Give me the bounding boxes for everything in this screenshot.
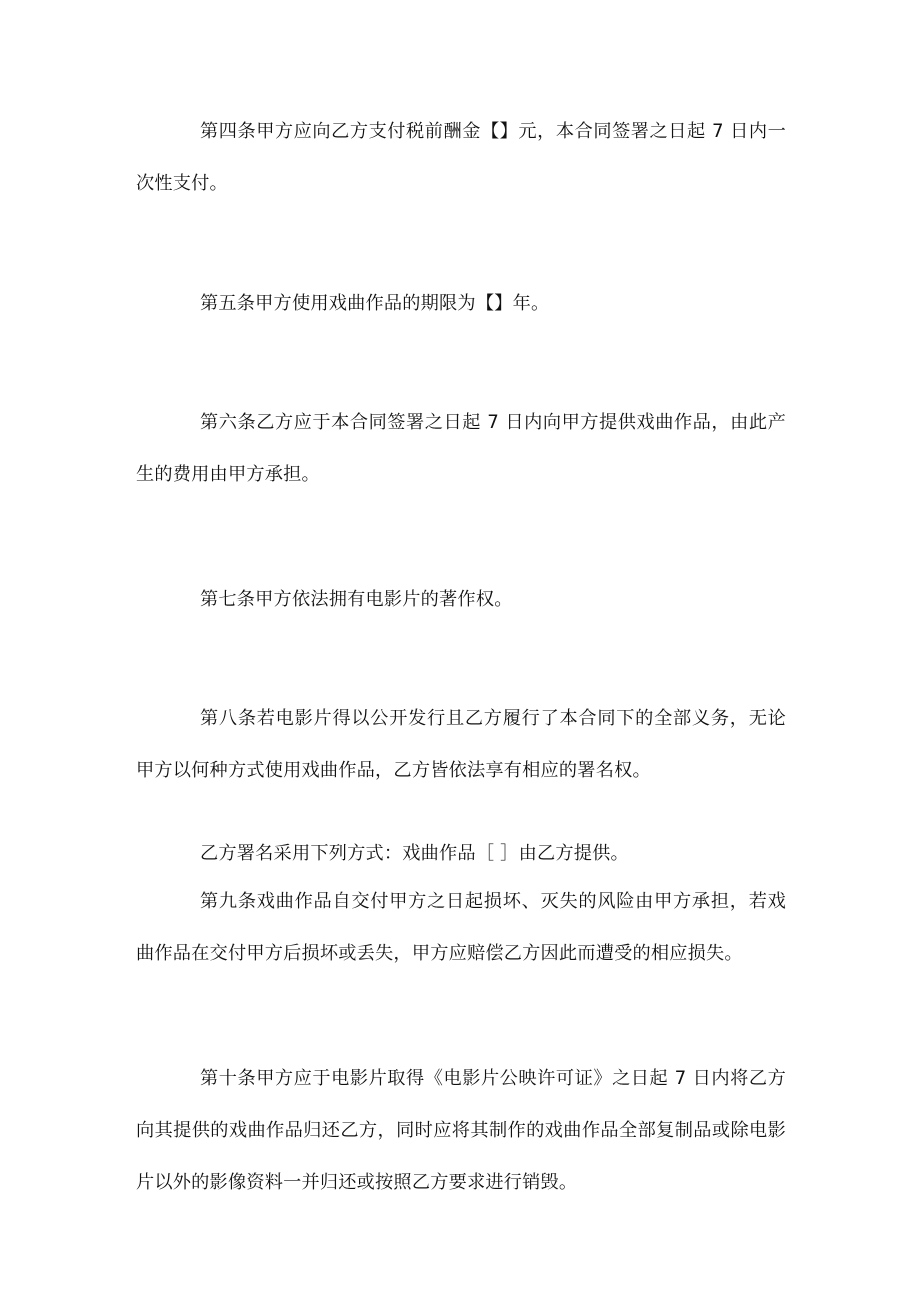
- article-5-paragraph: 第五条甲方使用戏曲作品的期限为【】年。: [200, 293, 550, 314]
- article-4-paragraph: 第四条甲方应向乙方支付税前酬金【】元，本合同签署之日起 7 日内一次性支付。: [136, 121, 786, 194]
- article-9-paragraph: 第九条戏曲作品自交付甲方之日起损坏、灭失的风险由甲方承担，若戏曲作品在交付甲方后损坏或丢失，甲方应赔偿乙方因此而遭受的相应损失。: [136, 891, 786, 964]
- article-8-paragraph: 第八条若电影片得以公开发行且乙方履行了本合同下的全部义务，无论甲方以何种方式使用戏曲作品，乙方皆依法享有相应的署名权。: [136, 708, 786, 781]
- article-7-paragraph: 第七条甲方依法拥有电影片的著作权。: [200, 589, 513, 610]
- article-6-paragraph: 第六条乙方应于本合同签署之日起 7 日内向甲方提供戏曲作品，由此产生的费用由甲方承担。: [136, 412, 786, 485]
- signature-method-paragraph: 乙方署名采用下列方式：戏曲作品［ ］由乙方提供。: [200, 843, 629, 864]
- article-10-paragraph: 第十条甲方应于电影片取得《电影片公映许可证》之日起 7 日内将乙方向其提供的戏曲作品归还乙方，同时应将其制作的戏曲作品全部复制品或除电影片以外的影像资料一并归还或按照乙方要求进行销毁。: [136, 1068, 786, 1193]
